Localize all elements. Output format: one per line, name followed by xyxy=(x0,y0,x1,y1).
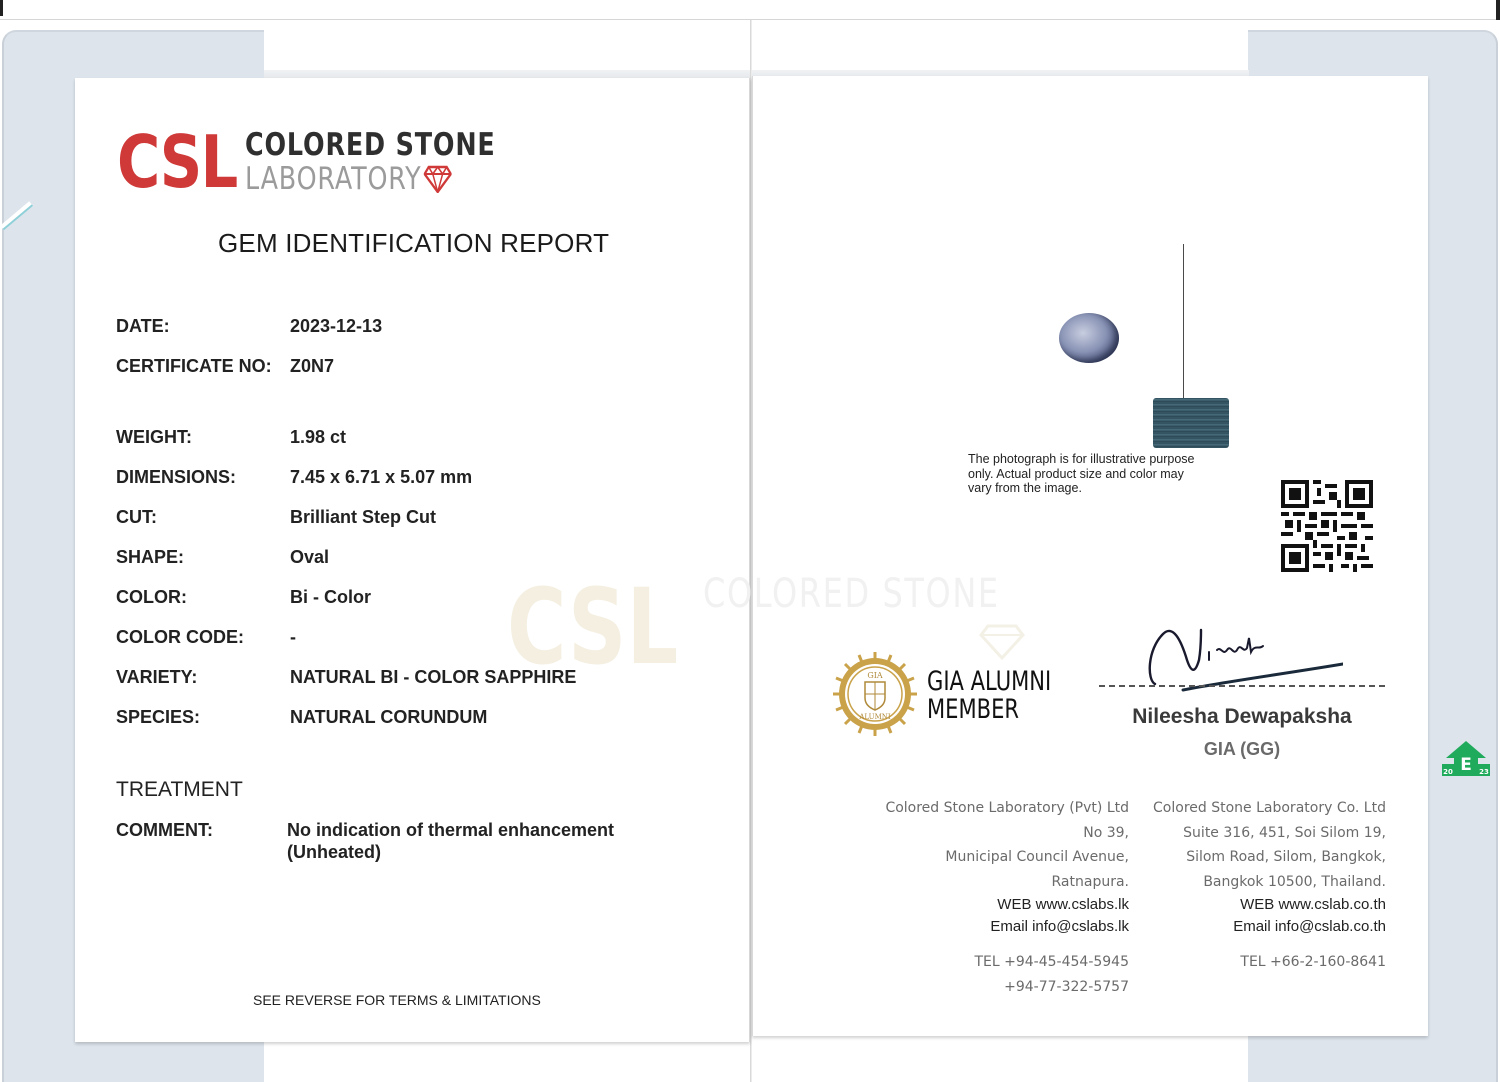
address-line: Silom Road, Silom, Bangkok, xyxy=(1186,849,1386,866)
photo-guide-line xyxy=(1183,244,1184,414)
signature xyxy=(1143,620,1343,692)
scan-top-strip xyxy=(0,0,1500,20)
scan-edge-right xyxy=(1496,0,1500,20)
certificate-back-panel xyxy=(703,76,1428,1036)
svg-text:23: 23 xyxy=(1479,768,1489,776)
gemstone-photo xyxy=(1059,313,1119,363)
logo-abbr: CSL xyxy=(117,120,237,204)
watermark-colored-stone: COLORED STONE xyxy=(703,571,1000,617)
field-value: 2023-12-13 xyxy=(290,316,383,336)
comment-label: COMMENT: xyxy=(116,820,213,840)
photo-note-line1: The photograph is for illustrative purpose xyxy=(968,452,1195,466)
signer-title: GIA (GG) xyxy=(1203,739,1281,759)
field-value: Bi - Color xyxy=(290,587,371,607)
company-name: Colored Stone Laboratory Co. Ltd xyxy=(1153,800,1386,816)
field-label: DIMENSIONS: xyxy=(116,467,237,487)
field-value: NATURAL BI - COLOR SAPPHIRE xyxy=(290,667,577,687)
website-link[interactable]: WEB www.cslabs.lk xyxy=(997,896,1129,914)
photo-note-line2: only. Actual product size and color may xyxy=(968,466,1184,481)
watermark-gem-icon xyxy=(979,624,1025,660)
field-label: CERTIFICATE NO: xyxy=(116,356,272,376)
address-line: Municipal Council Avenue, xyxy=(945,849,1129,866)
hologram-sticker xyxy=(1153,398,1229,448)
treatment-heading: TREATMENT xyxy=(116,778,243,801)
address-thailand xyxy=(1133,796,1386,975)
field-value: 7.45 x 6.71 x 5.07 mm xyxy=(290,467,473,487)
logo-line1: COLORED STONE xyxy=(245,127,496,163)
comment-value xyxy=(287,819,614,863)
gem-icon xyxy=(424,165,452,193)
gia-line1: GIA ALUMNI xyxy=(927,666,1052,697)
report-title: GEM IDENTIFICATION REPORT xyxy=(218,228,610,258)
field-label: WEIGHT: xyxy=(116,427,192,447)
field-label: COLOR: xyxy=(116,587,187,607)
gia-line2: MEMBER xyxy=(927,694,1020,725)
field-label: COLOR CODE: xyxy=(116,627,244,647)
gia-alumni-member-label xyxy=(927,668,1051,724)
csl-logo xyxy=(117,120,551,204)
logo-line2-wrap xyxy=(245,162,496,196)
field-value: Z0N7 xyxy=(290,356,335,376)
address-line: Ratnapura. xyxy=(1051,873,1129,890)
field-value: 1.98 ct xyxy=(290,427,347,447)
field-value: Oval xyxy=(290,547,330,567)
photo-disclaimer xyxy=(968,452,1238,496)
field-label: VARIETY: xyxy=(116,667,198,687)
field-value: NATURAL CORUNDUM xyxy=(290,707,488,727)
comment-line1: No indication of thermal enhancement xyxy=(287,820,615,840)
address-line: Bangkok 10500, Thailand. xyxy=(1203,873,1386,890)
gia-alumni-seal-icon xyxy=(833,652,917,736)
field-label: SPECIES: xyxy=(116,707,201,727)
address-sri-lanka xyxy=(843,796,1129,1000)
website-link[interactable]: WEB www.cslab.co.th xyxy=(1240,896,1386,914)
watermark-csl: CSL xyxy=(507,566,679,688)
svg-text:E: E xyxy=(1460,755,1472,775)
logo-wordmark xyxy=(245,128,496,196)
scan-edge-left xyxy=(0,0,3,16)
field-label: SHAPE: xyxy=(116,547,185,567)
signer-name: Nileesha Dewapaksha xyxy=(1132,705,1352,728)
energy-label-badge-icon xyxy=(1442,740,1490,778)
phone-number: TEL +94-45-454-5945 xyxy=(974,954,1129,971)
logo-line2: LABORATORY xyxy=(245,161,422,197)
phone-number: TEL +66-2-160-8641 xyxy=(1240,954,1386,971)
svg-text:ALUMNI: ALUMNI xyxy=(859,713,891,721)
field-label: DATE: xyxy=(116,316,170,336)
field-value: - xyxy=(290,627,296,647)
email-link[interactable]: Email info@cslabs.lk xyxy=(990,918,1129,936)
phone-number: +94-77-322-5757 xyxy=(1004,978,1129,995)
address-line: No 39, xyxy=(1083,824,1129,841)
signature-line xyxy=(1099,685,1385,687)
qr-code-icon[interactable] xyxy=(1281,480,1373,572)
field-value: Brilliant Step Cut xyxy=(290,507,437,527)
company-name: Colored Stone Laboratory (Pvt) Ltd xyxy=(885,800,1129,816)
field-label: CUT: xyxy=(116,507,157,527)
svg-text:20: 20 xyxy=(1443,768,1453,776)
photo-note-line3: vary from the image. xyxy=(968,481,1082,495)
svg-text:GIA: GIA xyxy=(867,671,883,680)
email-link[interactable]: Email info@cslab.co.th xyxy=(1233,918,1386,936)
comment-line2: (Unheated) xyxy=(287,842,381,862)
terms-note: SEE REVERSE FOR TERMS & LIMITATIONS xyxy=(253,992,541,1008)
certificate-front-panel xyxy=(75,78,750,1042)
address-line: Suite 316, 451, Soi Silom 19, xyxy=(1183,824,1386,841)
